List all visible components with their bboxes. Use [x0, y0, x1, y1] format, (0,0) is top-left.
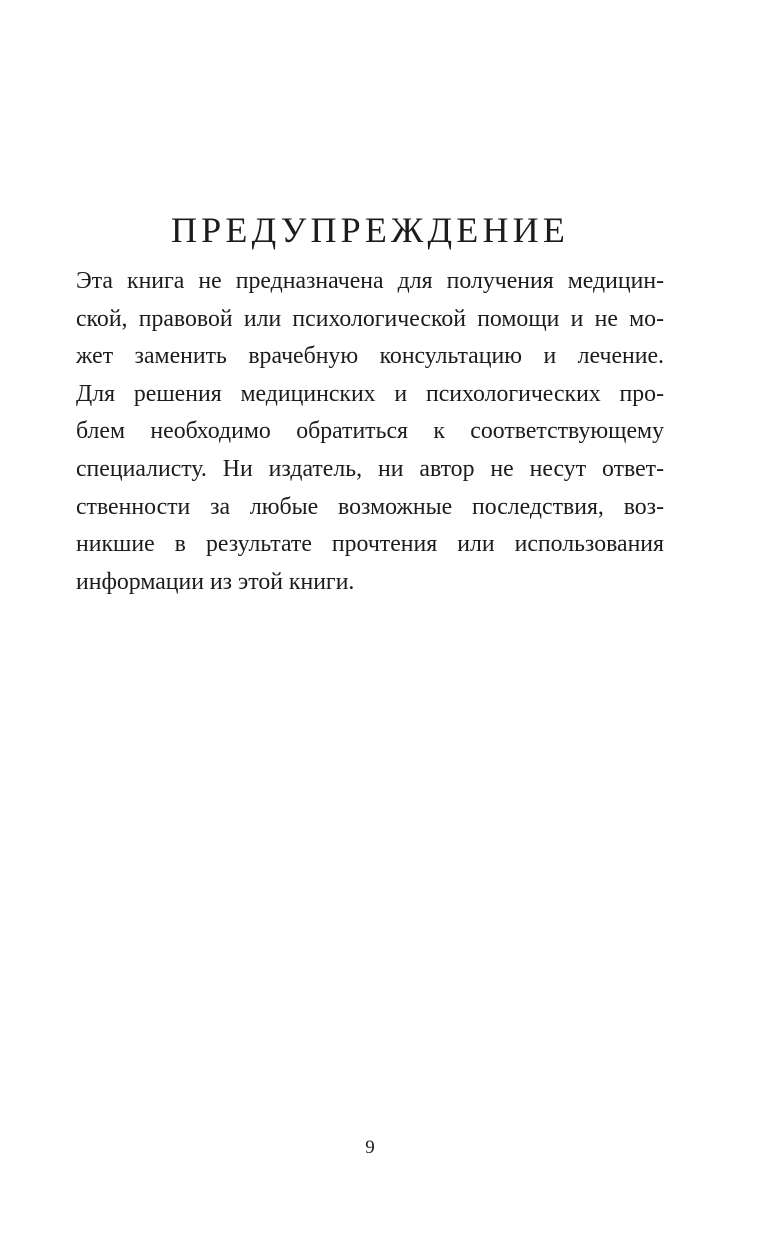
paragraph-line: ской, правовой или психологической помощи и не мо-	[76, 305, 664, 332]
paragraph-line: ственности за любые возможные последствия, воз-	[76, 493, 664, 520]
paragraph-line: блем необходимо обратиться к соответствующему	[76, 418, 664, 445]
paragraph-line: никшие в результате прочтения или использования	[76, 531, 664, 558]
paragraph-line: Для решения медицинских и психологических про-	[76, 380, 664, 407]
page-number: 9	[365, 1137, 375, 1158]
paragraph-line: жет заменить врачебную консультацию и лечение.	[76, 343, 664, 370]
page-title: ПРЕДУПРЕЖДЕНИЕ	[170, 210, 570, 250]
warning-paragraph	[76, 263, 664, 601]
paragraph-line: информации из этой книги.	[76, 568, 355, 595]
paragraph-line: Эта книга не предназначена для получения медицин-	[76, 268, 664, 294]
paragraph-line: специалисту. Ни издатель, ни автор не несут ответ-	[76, 455, 664, 482]
